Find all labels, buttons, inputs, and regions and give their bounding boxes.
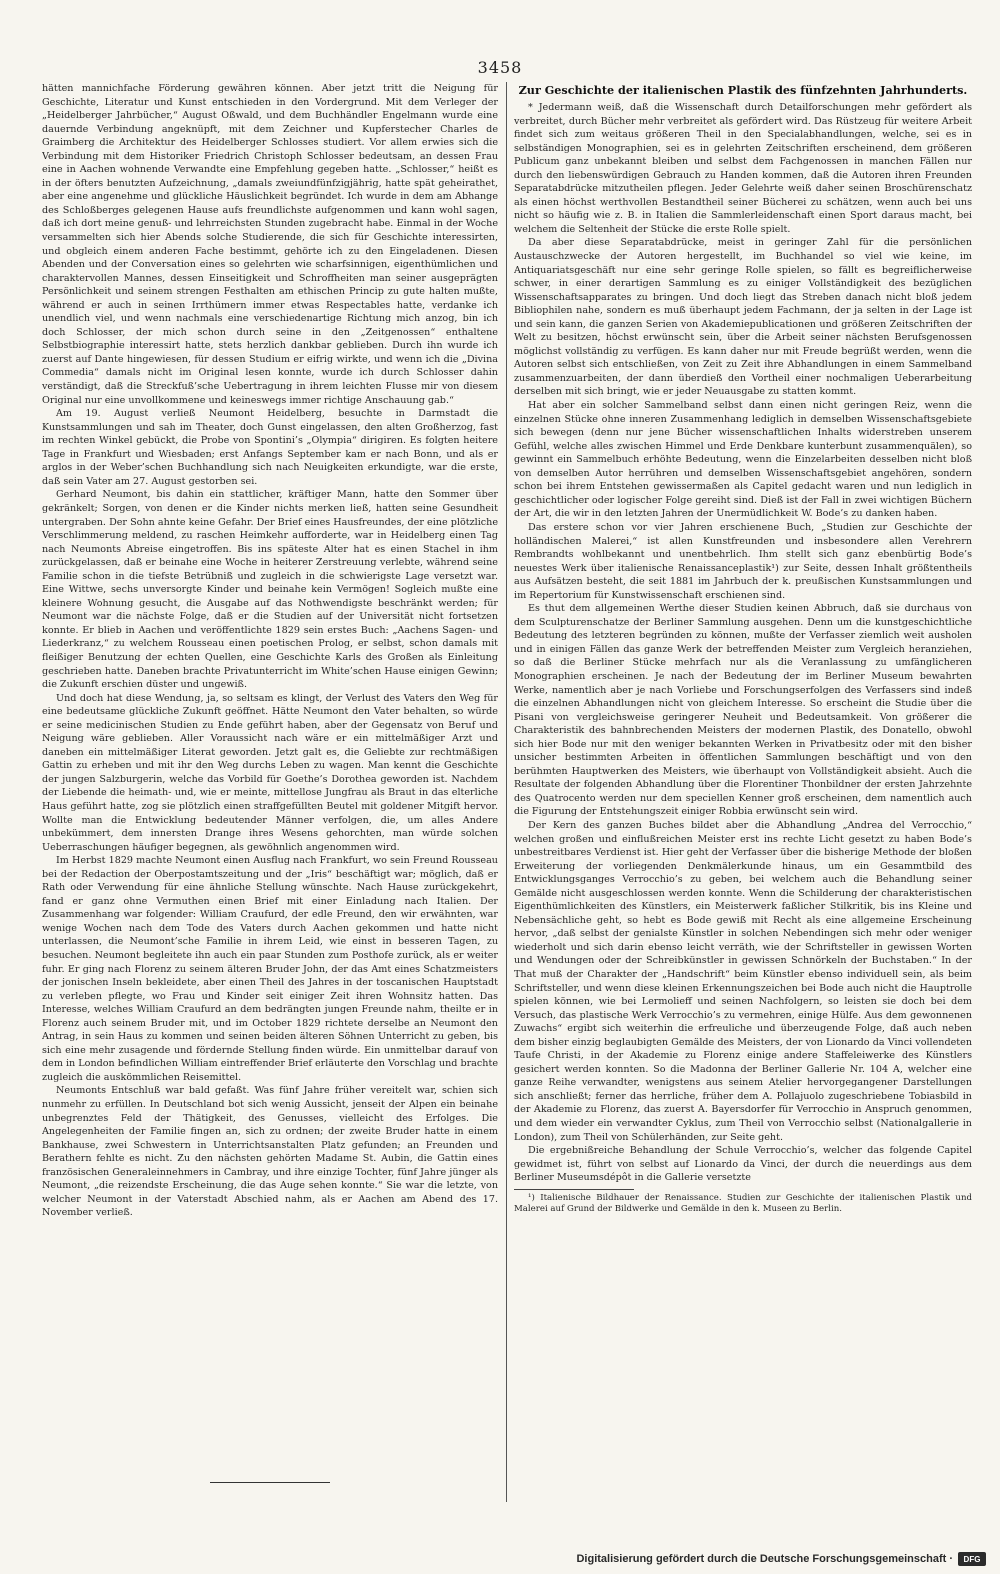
right-paragraph-7: Die ergebnißreiche Behandlung der Schule Verrocchio’s, welcher das folgende Capitel gewidmet ist, führt von selbst auf Lionardo da Vinci, der durch die neuerdings aus dem Berliner Museumsdépôt in die Gallerie versetzte bbox=[514, 1145, 972, 1184]
article-end-rule bbox=[210, 1482, 330, 1483]
dfg-logo-icon: DFG bbox=[958, 1552, 986, 1566]
right-paragraph-5: Es thut dem allgemeinen Werthe dieser Studien keinen Abbruch, daß sie durchaus von dem Sculpturenschatze der Berliner Sammlung ausgehen. Denn um die kunstgeschichtliche Bedeutung des letzteren begründen zu können, mußte der Verfasser ziemlich weit ausholen und in einigen Fällen das ganze Werk der betreffenden Meister zum Vergleich heranziehen, so daß die Berliner Stücke mehrfach nur als die Veranlassung zu umfänglicheren Monographien erscheinen. Je nach der Bedeutung der im Berliner Museum bewahrten Werke, namentlich aber je nach Vorliebe und Forschungserfolgen des Verfassers sind indeß die einzelnen Abhandlungen nicht von gleichem Interesse. So erscheint die Studie über die Pisani von vergleichsweise geringerer Neuheit und Bedeutsamkeit. Von größerer die Charakteristik des bahnbrechenden Meisters der modernen Plastik, des Donatello, obwohl sich hier Bode nur mit den weniger bekannten Werken in Privatbesitz oder mit den bisher unsicher bestimmten Arbeiten in öffentlichen Sammlungen beschäftigt und von den berühmten Hauptwerken des Meisters, wie überhaupt von Vollständigkeit absieht. Auch die Resultate der folgenden Abhandlung über die Florentiner Thonbildner der ersten Jahrzehnte des Quatrocento werden nur dem speciellen Kenner groß erscheinen, dem namentlich auch die Figurung der Entstehungszeit einiger Robbia erwünscht sein wird. bbox=[514, 603, 972, 818]
article-title: Zur Geschichte der italienischen Plastik des fünfzehnten Jahrhunderts. bbox=[518, 83, 968, 97]
left-paragraph-6: Neumonts Entschluß war bald gefaßt. Was fünf Jahre früher vereitelt war, schien sich nunmehr zu erfüllen. In Deutschland bot sich wenig Aussicht, jenseit der Alpen ein beinahe unbegrenztes Feld der Thätigkeit, des Genusses, vielleicht des Erfolges. Die Angelegenheiten der Familie fingen an, sich zu ordnen; der zweite Bruder hatte in einem Bankhause, zwei Schwestern in Unterrichtsanstalten Platz gefunden; an Freunden und Berathern fehlte es nicht. Zu den nächsten gehörten Madame St. Aubin, die Gattin eines französischen Generaleinnehmers in Cambray, und ihre einzige Tochter, fünf Jahre jünger als Neumont, „die reizendste Erscheinung, die das Auge sehen konnte.“ Sie war die letzte, von welcher Neumont in der Vaterstadt Abschied nahm, als er Aachen am Abend des 17. November verließ. bbox=[42, 1085, 498, 1219]
left-paragraph-3: Gerhard Neumont, bis dahin ein stattlicher, kräftiger Mann, hatte den Sommer über gekränkelt; Sorgen, von denen er die Kinder nichts merken ließ, hatten seine Gesundheit untergraben. Der Sohn ahnte keine Gefahr. Der Brief eines Hausfreundes, der eine plötzliche Verschlimmerung meldend, zu raschen Heimkehr aufforderte, war in Heidelberg einen Tag nach Neumonts Abreise eingetroffen. Bis ins späteste Alter hat es einen Stachel in ihm zurückgelassen, daß er beinahe eine Woche in heiterer Zerstreuung verlebte, während seine Familie schon in die tiefste Betrübniß und zugleich in die schwierigste Lage versetzt war. Eine Wittwe, sechs unversorgte Kinder und beinahe kein Vermögen! Sogleich mußte eine kleinere Wohnung gesucht, die Ausgabe auf das Nothwendigste beschränkt werden; für Neumont war die nächste Folge, daß er die Studien auf der Universität nicht fortsetzen konnte. Er blieb in Aachen und veröffentlichte 1829 sein erstes Buch: „Aachens Sagen- und Liederkranz,“ zu welchem Rousseau einen poetischen Prolog, er selbst, schon damals mit fleißiger Benutzung der echten Quellen, eine Geschichte Karls des Großen als Einleitung geschrieben hatte. Daneben brachte Privatunterricht im White’schen Hause einigen Gewinn; die Zukunft erschien düster und ungewiß. bbox=[42, 489, 498, 691]
left-column bbox=[42, 82, 498, 1510]
digitization-credit bbox=[576, 1550, 986, 1568]
footnote-separator bbox=[514, 1189, 634, 1190]
digitization-credit-text: Digitalisierung gefördert durch die Deutsche Forschungsgemeinschaft · bbox=[576, 1553, 953, 1565]
left-paragraph-5: Im Herbst 1829 machte Neumont einen Ausflug nach Frankfurt, wo sein Freund Rousseau bei der Redaction der Oberpostamtszeitung und der „Iris“ beschäftigt war; möglich, daß er Rath oder Verwendung für eine ähnliche Stellung wünschte. Nach Hause zurückgekehrt, fand er ganz ohne Vermuthen einen Brief mit einer Einladung nach Italien. Der Zusammenhang war folgender: William Craufurd, der edle Freund, den wir erwähnten, war wenige Wochen nach dem Tode des Vaters durch Aachen gekommen und hatte nicht unterlassen, die Neumont’sche Familie in ihrem Leid, wie einst in besseren Tagen, zu besuchen. Neumont begleitete ihn auch ein paar Stunden zum Posthofe zurück, als er weiter fuhr. Er ging nach Florenz zu seinem älteren Bruder John, der das Amt eines Schatzmeisters der jonischen Inseln bekleidete, aber einen Theil des Jahres in der toscanischen Hauptstadt zu verleben pflegte, wo Frau und Kinder seit einiger Zeit ihren Wohnsitz hatten. Das Interesse, welches William Craufurd an dem bedrängten jungen Freunde nahm, theilte er in Florenz auch seinem Bruder mit, und im October 1829 richtete derselbe an Neumont den Antrag, in sein Haus zu kommen und seinen beiden älteren Söhnen Unterricht zu geben, bis sich eine mehr zusagende und fördernde Stellung finden würde. Ein unmittelbar darauf von dem in London befindlichen William eintreffender Brief erläuterte den Vorschlag und brachte zugleich die auskömmlichen Reisemittel. bbox=[42, 855, 498, 1083]
footnote: ¹) Italienische Bildhauer der Renaissance. Studien zur Geschichte der italienischen Plastik und Malerei auf Grund der Bildwerke und Gemälde in den k. Museen zu Berlin. bbox=[514, 1192, 972, 1215]
left-paragraph-1: hätten mannichfache Förderung gewähren können. Aber jetzt tritt die Neigung für Geschichte, Literatur und Kunst entschieden in den Vordergrund. Mit dem Verleger der „Heidelberger Jahrbücher,“ August Oßwald, und dem Buchhändler Engelmann wurde eine dauernde Verbindung angeknüpft, mit dem Zeichner und Kupferstecher Charles de Graimberg die Architektur des Heidelberger Schlosses studiert. Vor allem erwies sich die Verbindung mit dem Historiker Friedrich Christoph Schlosser bedeutsam, an dessen Frau eine in Aachen wohnende Verwandte eine Empfehlung gegeben hatte. „Schlosser,“ heißt es in der öfters benutzten Aufzeichnung, „damals zweiundfünfzigjährig, hatte spät geheirathet, aber eine angenehme und glückliche Häuslichkeit begründet. Ich wurde in dem am Abhange des Schloßberges gelegenen Hause aufs freundlichste aufgenommen und kann wohl sagen, daß ich dort meine genuß- und lehrreichsten Stunden zugebracht habe. Einmal in der Woche versammelten sich hier Abends solche Studierende, die sich für Geschichte interessirten, und obgleich einem anderen Fache bestimmt, gehörte ich zu den Eingeladenen. Diesen Abenden und der Conversation eines so gelehrten wie scharfsinnigen, eigenthümlichen und charaktervollen Mannes, dessen Einseitigkeit und Schroffheiten man seiner ausgeprägten Persönlichkeit und seinem strengen Festhalten am ethischen Princip zu gute halten mußte, während er auch in seinen Irrthümern immer etwas Respectables hatte, verdanke ich unendlich viel, und wenn nachmals eine verschiedenartige Richtung mich anzog, bin ich doch Schlosser, der mich schon durch seine in den „Zeitgenossen“ enthaltene Selbstbiographie interessirt hatte, stets herzlich dankbar geblieben. Durch ihn wurde ich zuerst auf Dante hingewiesen, für dessen Studium er eifrig wirkte, und wenn ich die „Divina Commedia“ damals nicht im Original lesen konnte, wurde ich durch Schlosser dahin verständigt, daß die Streckfuß’sche Uebertragung in ihrem leichten Flusse mir von diesem Original nur eine unvollkommene und keineswegs immer richtige Anschauung gab.“ bbox=[42, 83, 498, 406]
right-paragraph-6: Der Kern des ganzen Buches bildet aber die Abhandlung „Andrea del Verrocchio,“ welchen großen und einflußreichen Meister erst ins rechte Licht gesetzt zu haben Bode’s unbestreitbares Verdienst ist. Hier geht der Verfasser über die bisherige Methode der bloßen Erweiterung der vorliegenden Denkmälerkunde hinaus, um ein Gesammtbild des Entwicklungsganges Verrocchio’s zu geben, bei welchem auch die Behandlung seiner Gemälde nicht ausgeschlossen werden konnte. Wenn die Schilderung der charakteristischen Eigenthümlichkeiten des Künstlers, ein Meisterwerk faßlicher Stilkritik, bis ins Kleine und Nebensächliche geht, so hebt es Bode gewiß mit Recht als eine allgemeine Erscheinung hervor, „daß selbst der genialste Künstler in solchen Nebendingen sich mehr oder weniger wiederholt und sich darin ebenso leicht verräth, wie der Schriftsteller in gewissen Worten und Wendungen oder der Schreibkünstler in gewissen Schnörkeln der Buchstaben.“ In der That muß der Charakter der „Handschrift“ beim Künstler ebenso individuell sein, als beim Schriftsteller, und wenn diese kleinen Erkennungszeichen bei Bode auch nicht die Hauptrolle spielen können, wie bei Lermolieff und seinen Nachfolgern, so leisten sie doch bei dem Versuch, das plastische Werk Verrocchio’s zu vermehren, einige Hülfe. Aus dem gewonnenen Zuwachs“ ergibt sich weiterhin die erfreuliche und überzeugende Folge, daß auch neben dem bisher einzig beglaubigten Gemälde des Meisters, der von Lionardo da Vinci vollendeten Taufe Christi, in der Akademie zu Florenz einige andere Staffeleiwerke des Künstlers gesichert werden konnten. So die Madonna der Berliner Gallerie Nr. 104 A, welcher eine ganze Reihe verwandter, wenigstens aus seinem Atelier hervorgegangener Darstellungen sich anschließt; ferner das herrliche, früher dem A. Pollajuolo zugeschriebene Tobiasbild in der Akademie zu Florenz, das zuerst A. Bayersdorfer für Verrocchio in Anspruch genommen, und dem wieder ein verwandter Cyklus, zum Theil von Verrocchio selbst (Nationalgallerie in London), zum Theil von Schülerhänden, zur Seite geht. bbox=[514, 819, 972, 1143]
right-paragraph-1: * Jedermann weiß, daß die Wissenschaft durch Detailforschungen mehr gefördert als verbreitet, durch Bücher mehr verbreitet als gefördert wird. Das Rüstzeug für weitere Arbeit findet sich zum weitaus größeren Theil in den Specialabhandlungen, welche, sei es in selbständigen Monographien, sei es in gelehrten Zeitschriften erscheinend, dem größeren Publicum ganz unbekannt bleiben und selbst dem Fachgenossen in manchen Fällen nur durch den liebenswürdigen Gebrauch zu Handen kommen, daß die Autoren ihren Freunden Separatabdrücke mitzutheilen pflegen. Jeder Gelehrte weiß daher seinen Broschürenschatz als einen höchst werthvollen Bestandtheil seiner Bücherei zu schätzen, wenn auch bei uns nicht so häufig wie z. B. in Italien die Sammlerleidenschaft einen Sport daraus macht, bei welchem die Seltenheit der Stücke die erste Rolle spielt. bbox=[514, 102, 972, 235]
left-paragraph-4: Und doch hat diese Wendung, ja, so seltsam es klingt, der Verlust des Vaters den Weg für eine bedeutsame glückliche Zukunft geöffnet. Hätte Neumont den Vater behalten, so würde er seine medicinischen Studien zu Ende geführt haben, aber der Gegensatz von Beruf und Neigung wäre geblieben. Aller Voraussicht nach wäre er ein mittelmäßiger Arzt und daneben ein mittelmäßiger Literat geworden. Jetzt galt es, die Geliebte zur rechtmäßigen Gattin zu erheben und mit ihr den Weg durchs Leben zu wagen. Man kennt die Geschichte der jungen Salzburgerin, welche das Vorbild für Goethe’s Dorothea geworden ist. Nachdem der Liebende die heimath- und, wie er meinte, mittellose Jungfrau als Braut in das elterliche Haus geführt hatte, zog sie plötzlich einen straffgefüllten Beutel mit goldener Mitgift hervor. Wollte man die Entwicklung bedeutender Männer verfolgen, die, um alles Andere unbekümmert, dem innersten Drange ihres Wesens gehorchten, man würde solchen Ueberraschungen häufiger begegnen, als gewöhnlich angenommen wird. bbox=[42, 692, 498, 853]
right-paragraph-4: Das erstere schon vor vier Jahren erschienene Buch, „Studien zur Geschichte der holländischen Malerei,“ ist allen Kunstfreunden und insbesondere allen Verehrern Rembrandts wohlbekannt und unentbehrlich. Ihm stellt sich ganz ebenbürtig Bode’s neuestes Werk über italienische Renaissanceplastik¹) zur Seite, dessen Inhalt größtentheils aus Aufsätzen besteht, die seit 1881 im Jahrbuch der k. preußischen Kunstsammlungen und im Repertorium für Kunstwissenschaft erschienen sind. bbox=[514, 521, 972, 601]
right-paragraph-3: Hat aber ein solcher Sammelband selbst dann einen nicht geringen Reiz, wenn die einzelnen Stücke ohne inneren Zusammenhang lediglich in demselben Wissenschaftsgebiete sich bewegen (denn nur jene Bücher wissenschaftlichen Inhalts widerstreben unserem Gefühl, welche alles zwischen Himmel und Erde Denkbare kunterbunt zusammenquälen), so gewinnt ein Sammelbuch erhöhte Bedeutung, wenn die Einzelarbeiten desselben nicht bloß von demselben Autor herrühren und demselben Wissenschaftsgebiet angehören, sondern schon bei ihrem Entstehen gewissermaßen als Capitel gedacht waren und nun lediglich in geschichtlicher oder logischer Folge gereiht sind. Dieß ist der Fall in zwei wichtigen Büchern der Art, die wir in den letzten Jahren der Unermüdlichkeit W. Bode’s zu danken haben. bbox=[514, 400, 972, 520]
column-divider bbox=[506, 82, 507, 1502]
left-paragraph-2: Am 19. August verließ Neumont Heidelberg, besuchte in Darmstadt die Kunstsammlungen und sah im Theater, doch Gunst eingelassen, den alten Großherzog, fast im rechten Winkel gebückt, die Probe von Spontini’s „Olympia“ dirigiren. Es folgten heitere Tage in Frankfurt und Wiesbaden; erst Anfangs September kam er nach Bonn, und als er arglos in der Weber’schen Buchhandlung sich nach Neuigkeiten erkundigte, war die erste, daß sein Vater am 27. August gestorben sei. bbox=[42, 408, 498, 487]
right-column bbox=[514, 82, 972, 1510]
right-paragraph-2: Da aber diese Separatabdrücke, meist in geringer Zahl für die persönlichen Austauschzwecke der Autoren hergestellt, im Buchhandel so viel wie keine, im Antiquariatsgeschäft nur eine sehr geringe Rolle spielen, so fällt es begreiflicherweise schwer, in einer derartigen Sammlung es zu einiger Vollständigkeit des bezüglichen Wissenschaftsapparates zu bringen. Und doch liegt das Streben danach nicht bloß jedem Bibliophilen nahe, sondern es muß überhaupt jedem Fachmann, der ja selten in der Lage ist und sein kann, die ganzen Serien von Akademiepublicationen und größeren Zeitschriften der Welt zu besitzen, höchst erwünscht sein, über die Arbeit seiner nächsten Berufsgenossen möglichst vollständig zu verfügen. Es kann daher nur mit Freude begrüßt werden, wenn die Autoren selbst sich entschließen, von Zeit zu Zeit ihre Abhandlungen in einem Sammelband zusammenzuarbeiten, der dann überdieß den Vortheil einer nochmaligen Ueberarbeitung derselben mit sich bringt, wie er jeder Neuausgabe zu statten kommt. bbox=[514, 237, 972, 398]
page-number: 3458 bbox=[477, 58, 523, 77]
